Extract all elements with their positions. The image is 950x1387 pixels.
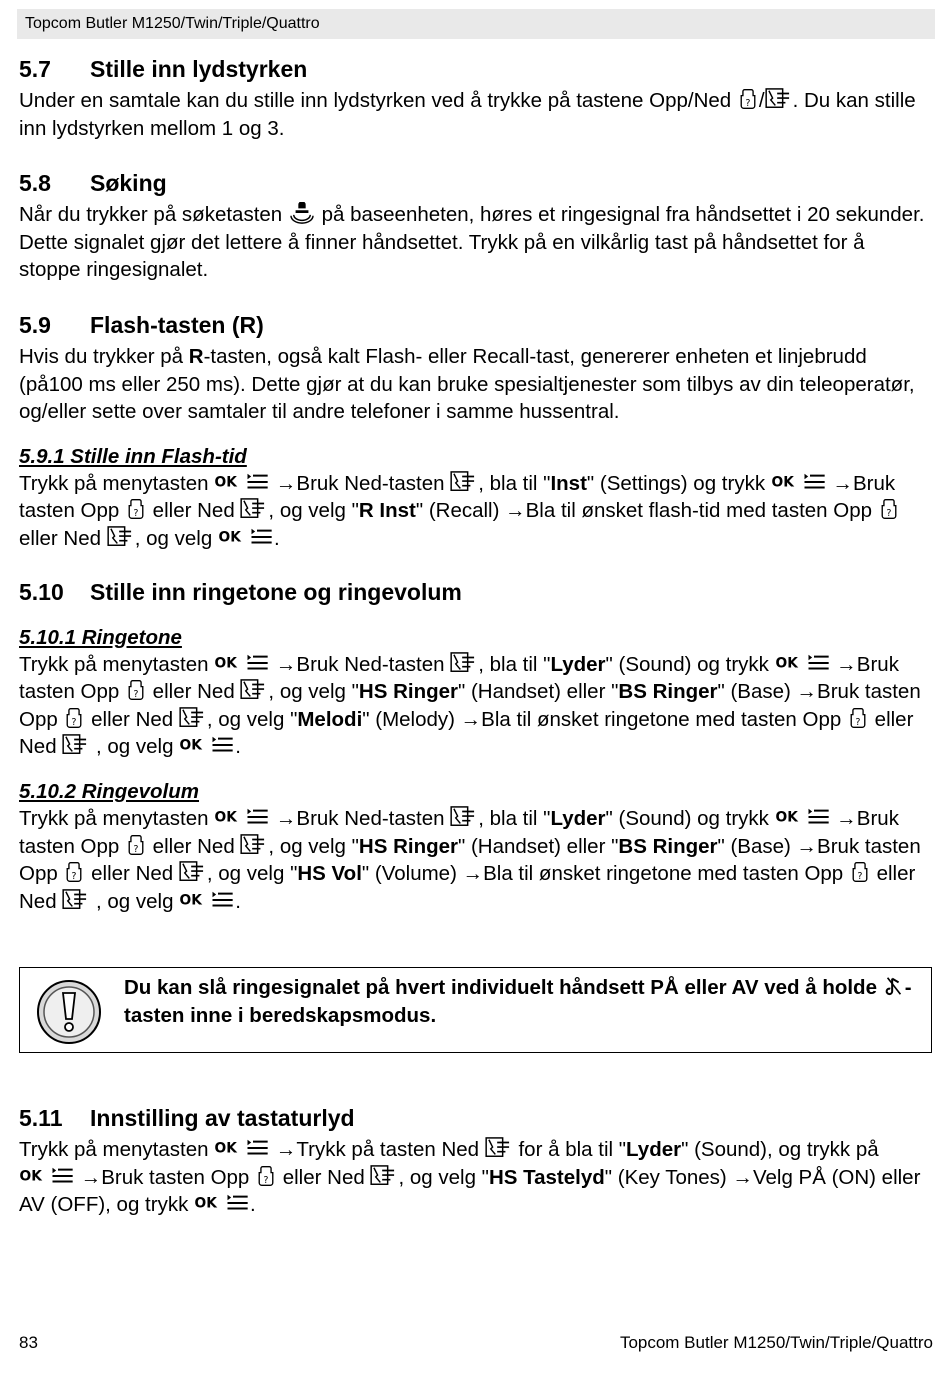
paragraph-5-8: Når du trykker på søketasten på baseenheten, høres et ringesignal fra håndsettet i 20 sekunder. Dette signalet gjør det lettere å finner håndsettet. Trykk på en vilkårlig tast på håndsettet for å stoppe ringesignalet. — [19, 203, 925, 282]
ok-menu-key-icon — [214, 1137, 270, 1159]
page-header: Topcom Butler M1250/Twin/Triple/Quattro — [17, 9, 935, 39]
down-key-icon — [240, 679, 268, 701]
heading-5-8: 5.8 Søking — [19, 170, 167, 197]
up-key-icon — [847, 707, 869, 729]
paragraph-5-9-1: Trykk på menytasten →Bruk Ned-tasten , bla til "Inst" (Settings) og trykk →Bruk tasten Opp eller Ned , og velg "R Inst" (Recall) →Bla til ønsket flash-tid med tasten Opp eller Ned , og velg . — [19, 470, 931, 553]
page-number: 83 — [19, 1333, 38, 1352]
down-key-icon — [107, 526, 135, 548]
down-key-icon — [62, 734, 90, 756]
down-key-icon — [240, 498, 268, 520]
subheading-5-10-1: 5.10.1 Ringetone — [19, 625, 182, 649]
ok-menu-key-icon — [214, 652, 270, 674]
note-text: Du kan slå ringesignalet på hvert individuelt håndsett PÅ eller AV ved å holde -tasten inne i beredskapsmodus. — [124, 976, 912, 1027]
ok-menu-key-icon — [214, 806, 270, 828]
ok-menu-key-icon — [775, 652, 831, 674]
down-key-icon — [485, 1137, 513, 1159]
ok-menu-key-icon — [19, 1165, 75, 1187]
ok-menu-key-icon — [771, 471, 827, 493]
ok-menu-key-icon — [775, 806, 831, 828]
paging-icon — [288, 202, 316, 224]
heading-5-11: 5.11 Innstilling av tastaturlyd — [19, 1105, 355, 1131]
heading-5-9: 5.9 Flash-tasten (R) — [19, 311, 264, 338]
heading-5-7: 5.7 Stille inn lydstyrken — [19, 56, 308, 82]
down-key-icon — [62, 889, 90, 911]
page-body — [19, 54, 931, 915]
down-key-icon — [450, 471, 478, 493]
up-key-icon — [737, 88, 759, 110]
paragraph-5-10-1: Trykk på menytasten →Bruk Ned-tasten , bla til "Lyder" (Sound) og trykk →Bruk tasten Opp eller Ned , og velg "HS Ringer" (Handset) eller "BS Ringer" (Base) →Bruk tasten Opp eller Ned , og velg "Melodi" (Melody) →Bla til ønsket ringetone med tasten Opp eller Ned , og velg . — [19, 652, 921, 759]
down-key-icon — [765, 88, 793, 110]
up-key-icon — [125, 679, 147, 701]
heading-5-10: 5.10 Stille inn ringetone og ringevolum — [19, 578, 462, 605]
paragraph-5-9: Hvis du trykker på R-tasten, også kalt Flash- eller Recall-tast, genererer enheten et linjebrudd (på100 ms eller 250 ms). Dette gjør at du kan bruke spesialtjenester som tilbys av din teleoperatør, og/eller sette over samtaler til andre telefoner i samme hussentral. — [19, 344, 915, 424]
down-key-icon — [450, 806, 478, 828]
ringer-off-icon — [883, 975, 905, 997]
subheading-5-9-1: 5.9.1 Stille inn Flash-tid — [19, 444, 247, 468]
down-key-icon — [179, 707, 207, 729]
warning-icon — [36, 979, 102, 1045]
up-key-icon — [878, 498, 900, 520]
footer-title: Topcom Butler M1250/Twin/Triple/Quattro — [619, 1333, 933, 1352]
up-key-icon — [255, 1165, 277, 1187]
paragraph-5-11: Trykk på menytasten →Trykk på tasten Ned for å bla til "Lyder" (Sound), og trykk på →Bruk tasten Opp eller Ned , og velg "HS Tastelyd" (Key Tones) →Velg PÅ (ON) eller AV (OFF), og trykk . — [19, 1138, 921, 1217]
ok-menu-key-icon — [179, 889, 235, 911]
down-key-icon — [179, 861, 207, 883]
ok-menu-key-icon — [214, 471, 270, 493]
paragraph-5-10-2: Trykk på menytasten →Bruk Ned-tasten , bla til "Lyder" (Sound) og trykk →Bruk tasten Opp eller Ned , og velg "HS Ringer" (Handset) eller "BS Ringer" (Base) →Bruk tasten Opp eller Ned , og velg "HS Vol" (Volume) →Bla til ønsket ringetone med tasten Opp eller Ned , og velg . — [19, 806, 921, 913]
up-key-icon — [125, 498, 147, 520]
ok-menu-key-icon — [194, 1192, 250, 1214]
paragraph-5-7: Under en samtale kan du stille inn lydstyrken ved å trykke på tastene Opp/Ned / . Du kan stille inn lydstyrken mellom 1 og 3. — [19, 89, 916, 140]
section-5-11 — [19, 1103, 931, 1219]
down-key-icon — [370, 1165, 398, 1187]
up-key-icon — [63, 861, 85, 883]
note-box — [19, 967, 932, 1053]
ok-menu-key-icon — [218, 526, 274, 548]
down-key-icon — [240, 834, 268, 856]
up-key-icon — [125, 834, 147, 856]
subheading-5-10-2: 5.10.2 Ringevolum — [19, 779, 200, 803]
up-key-icon — [63, 707, 85, 729]
down-key-icon — [450, 652, 478, 674]
ok-menu-key-icon — [179, 734, 235, 756]
up-key-icon — [849, 861, 871, 883]
